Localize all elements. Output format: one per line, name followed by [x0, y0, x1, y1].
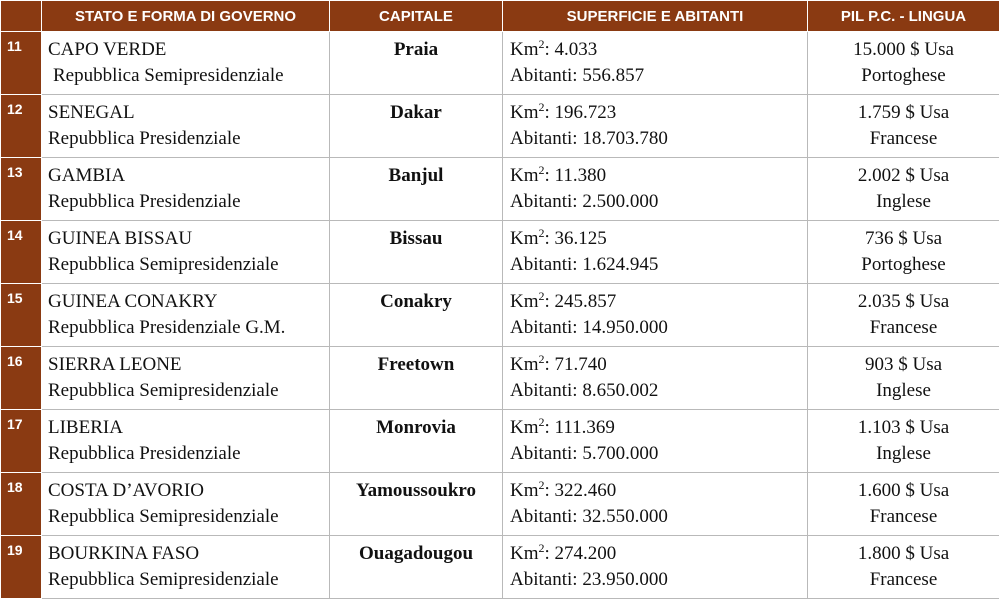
area-value: Km$^2$: 322.460: [510, 478, 807, 504]
state-cell: [42, 473, 330, 536]
government-form: Repubblica Semipresidenziale: [48, 504, 329, 530]
header-state: STATO E FORMA DI GOVERNO: [42, 1, 330, 32]
state-cell: [42, 95, 330, 158]
gdp-value: 15.000 $ Usa: [808, 37, 999, 63]
table-row: [1, 536, 999, 599]
table-row: [1, 221, 999, 284]
row-number: 16: [1, 347, 42, 410]
gdp-value: 1.103 $ Usa: [808, 415, 999, 441]
government-form: Repubblica Semipresidenziale: [48, 252, 329, 278]
capital-name: Banjul: [330, 158, 503, 221]
state-cell: [42, 158, 330, 221]
row-number: 11: [1, 32, 42, 95]
table-row: [1, 95, 999, 158]
header-number: [1, 1, 42, 32]
area-cell: [503, 158, 808, 221]
gdp-cell: [808, 95, 999, 158]
government-form: Repubblica Semipresidenziale: [48, 567, 329, 593]
area-value: Km$^2$: 71.740: [510, 352, 807, 378]
table-row: [1, 284, 999, 347]
header-capital: CAPITALE: [330, 1, 503, 32]
inhabitants-value: Abitanti: 5.700.000: [510, 441, 807, 467]
capital-name: Freetown: [330, 347, 503, 410]
gdp-value: 2.002 $ Usa: [808, 163, 999, 189]
table-row: [1, 410, 999, 473]
language-value: Inglese: [808, 441, 999, 467]
inhabitants-value: Abitanti: 2.500.000: [510, 189, 807, 215]
government-form: Repubblica Semipresidenziale: [48, 378, 329, 404]
area-cell: [503, 473, 808, 536]
state-cell: [42, 32, 330, 95]
gdp-cell: [808, 32, 999, 95]
inhabitants-value: Abitanti: 14.950.000: [510, 315, 807, 341]
header-gdp: PIL P.C. - LINGUA: [808, 1, 999, 32]
language-value: Francese: [808, 567, 999, 593]
table-row: [1, 347, 999, 410]
language-value: Inglese: [808, 189, 999, 215]
capital-name: Yamoussoukro: [330, 473, 503, 536]
row-number: 15: [1, 284, 42, 347]
government-form: Repubblica Presidenziale G.M.: [48, 315, 329, 341]
government-form: Repubblica Presidenziale: [48, 189, 329, 215]
gdp-cell: [808, 284, 999, 347]
gdp-value: 2.035 $ Usa: [808, 289, 999, 315]
inhabitants-value: Abitanti: 23.950.000: [510, 567, 807, 593]
area-value: Km$^2$: 111.369: [510, 415, 807, 441]
language-value: Francese: [808, 315, 999, 341]
language-value: Francese: [808, 126, 999, 152]
table-row: [1, 32, 999, 95]
area-cell: [503, 95, 808, 158]
area-cell: [503, 536, 808, 599]
inhabitants-value: Abitanti: 556.857: [510, 63, 807, 89]
gdp-value: 903 $ Usa: [808, 352, 999, 378]
country-name: GAMBIA: [48, 163, 329, 189]
gdp-cell: [808, 473, 999, 536]
inhabitants-value: Abitanti: 18.703.780: [510, 126, 807, 152]
country-name: LIBERIA: [48, 415, 329, 441]
capital-name: Monrovia: [330, 410, 503, 473]
language-value: Francese: [808, 504, 999, 530]
area-cell: [503, 410, 808, 473]
gdp-cell: [808, 347, 999, 410]
row-number: 12: [1, 95, 42, 158]
government-form: Repubblica Presidenziale: [48, 126, 329, 152]
row-number: 19: [1, 536, 42, 599]
capital-name: Dakar: [330, 95, 503, 158]
header-area: SUPERFICIE E ABITANTI: [503, 1, 808, 32]
inhabitants-value: Abitanti: 32.550.000: [510, 504, 807, 530]
area-value: Km$^2$: 274.200: [510, 541, 807, 567]
area-value: Km$^2$: 11.380: [510, 163, 807, 189]
country-name: GUINEA BISSAU: [48, 226, 329, 252]
state-cell: [42, 284, 330, 347]
country-name: BOURKINA FASO: [48, 541, 329, 567]
government-form: Repubblica Semipresidenziale: [48, 63, 329, 89]
inhabitants-value: Abitanti: 8.650.002: [510, 378, 807, 404]
row-number: 14: [1, 221, 42, 284]
row-number: 18: [1, 473, 42, 536]
table-row: [1, 158, 999, 221]
country-name: COSTA D’AVORIO: [48, 478, 329, 504]
language-value: Inglese: [808, 378, 999, 404]
area-cell: [503, 221, 808, 284]
capital-name: Ouagadougou: [330, 536, 503, 599]
row-number: 17: [1, 410, 42, 473]
inhabitants-value: Abitanti: 1.624.945: [510, 252, 807, 278]
state-cell: [42, 410, 330, 473]
area-value: Km$^2$: 36.125: [510, 226, 807, 252]
capital-name: Conakry: [330, 284, 503, 347]
gdp-cell: [808, 158, 999, 221]
capital-name: Praia: [330, 32, 503, 95]
country-name: CAPO VERDE: [48, 37, 329, 63]
header-row: [1, 1, 999, 32]
gdp-cell: [808, 221, 999, 284]
state-cell: [42, 536, 330, 599]
gdp-value: 1.800 $ Usa: [808, 541, 999, 567]
area-value: Km$^2$: 196.723: [510, 100, 807, 126]
gdp-value: 736 $ Usa: [808, 226, 999, 252]
gdp-cell: [808, 410, 999, 473]
area-cell: [503, 284, 808, 347]
gdp-value: 1.759 $ Usa: [808, 100, 999, 126]
row-number: 13: [1, 158, 42, 221]
gdp-cell: [808, 536, 999, 599]
state-cell: [42, 347, 330, 410]
language-value: Portoghese: [808, 252, 999, 278]
language-value: Portoghese: [808, 63, 999, 89]
gdp-value: 1.600 $ Usa: [808, 478, 999, 504]
area-cell: [503, 32, 808, 95]
area-cell: [503, 347, 808, 410]
capital-name: Bissau: [330, 221, 503, 284]
state-cell: [42, 221, 330, 284]
table-row: [1, 473, 999, 536]
country-name: SIERRA LEONE: [48, 352, 329, 378]
country-name: GUINEA CONAKRY: [48, 289, 329, 315]
area-value: Km$^2$: 4.033: [510, 37, 807, 63]
government-form: Repubblica Presidenziale: [48, 441, 329, 467]
country-name: SENEGAL: [48, 100, 329, 126]
area-value: Km$^2$: 245.857: [510, 289, 807, 315]
